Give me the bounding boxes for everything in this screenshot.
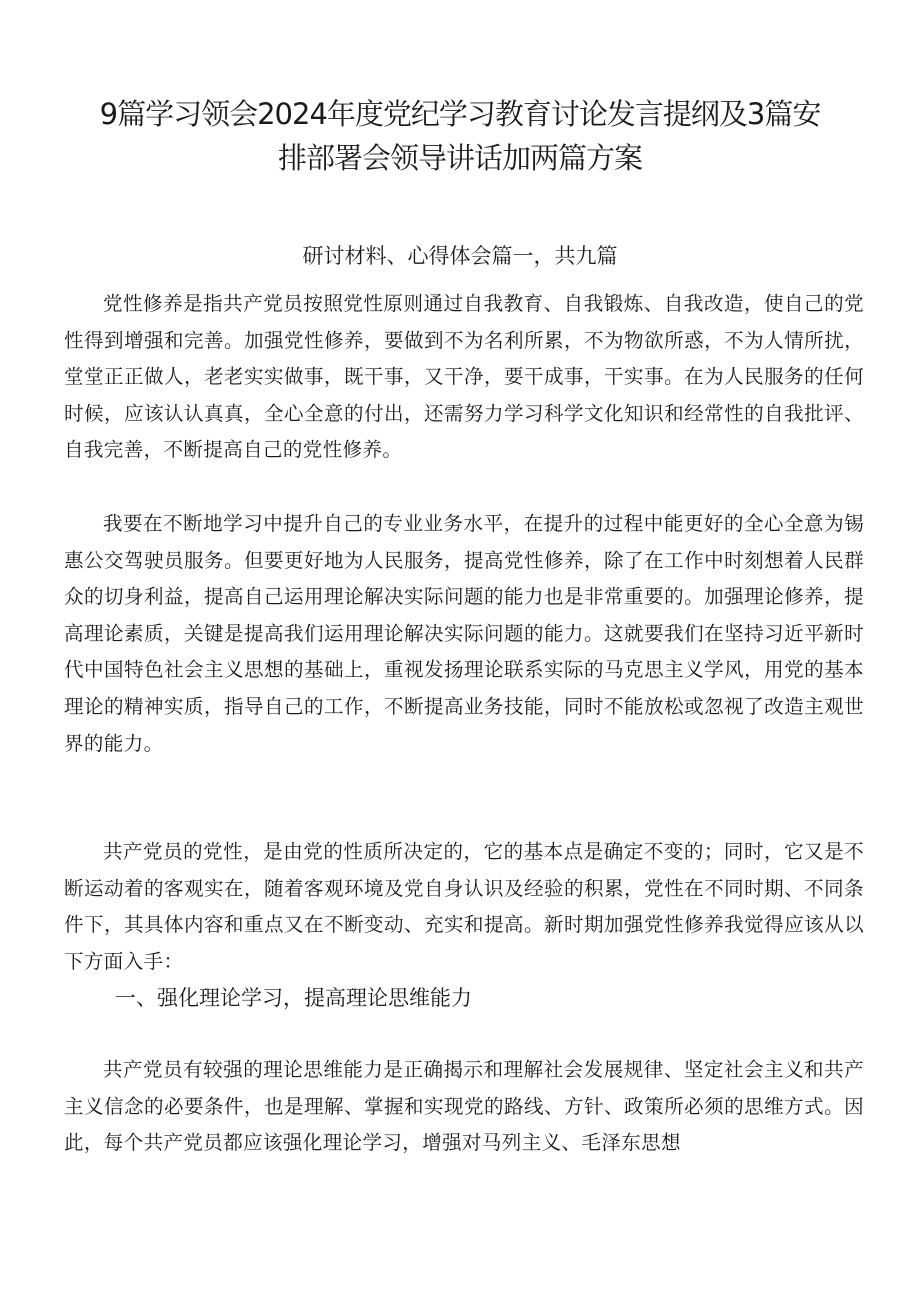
section-heading-1: 一、强化理论学习，提高理论思维能力 (115, 986, 472, 1010)
body-paragraph-1: 党性修养是指共产党员按照党性原则通过自我教育、自我锻炼、自我改造，使自己的党性得到增强和完善。加强党性修养，要做到不为名利所累，不为物欲所惑，不为人情所扰，堂堂正正做人，老老实实做事，既干事，又干净，要干成事，干实事。在为人民服务的任何时候，应该认认真真，全心全意的付出，还需努力学习科学文化知识和经常性的自我批评、自我完善，不断提高自己的党性修养。 (64, 292, 864, 462)
document-title: 9篇学习领会2024年度党纪学习教育讨论发言提纲及3篇安排部署会领导讲话加两篇方案 (99, 97, 821, 175)
body-paragraph-3: 共产党员的党性，是由党的性质所决定的，它的基本点是确定不变的；同时，它又是不断运动着的客观实在，随着客观环境及党自身认识及经验的积累，党性在不同时期、不同条件下，其具体内容和重点又在不断变动、充实和提高。新时期加强党性修养我觉得应该从以下方面入手： (64, 840, 864, 973)
body-paragraph-4: 共产党员有较强的理论思维能力是正确揭示和理解社会发展规律、坚定社会主义和共产主义信念的必要条件，也是理解、掌握和实现党的路线、方针、政策所必须的思维方式。因此，每个共产党员都应该强化理论学习，增强对马列主义、毛泽东思想 (64, 1058, 864, 1155)
body-paragraph-2: 我要在不断地学习中提升自己的专业业务水平，在提升的过程中能更好的全心全意为锡惠公交驾驶员服务。但要更好地为人民服务，提高党性修养，除了在工作中时刻想着人民群众的切身利益，提高自己运用理论解决实际问题的能力也是非常重要的。加强理论修养，提高理论素质，关键是提高我们运用理论解决实际问题的能力。这就要我们在坚持习近平新时代中国特色社会主义思想的基础上，重视发扬理论联系实际的马克思主义学风，用党的基本理论的精神实质，指导自己的工作，不断提高业务技能，同时不能放松或忽视了改造主观世界的能力。 (64, 512, 864, 755)
section-title: 研讨材料、心得体会篇一，共九篇 (302, 244, 618, 268)
